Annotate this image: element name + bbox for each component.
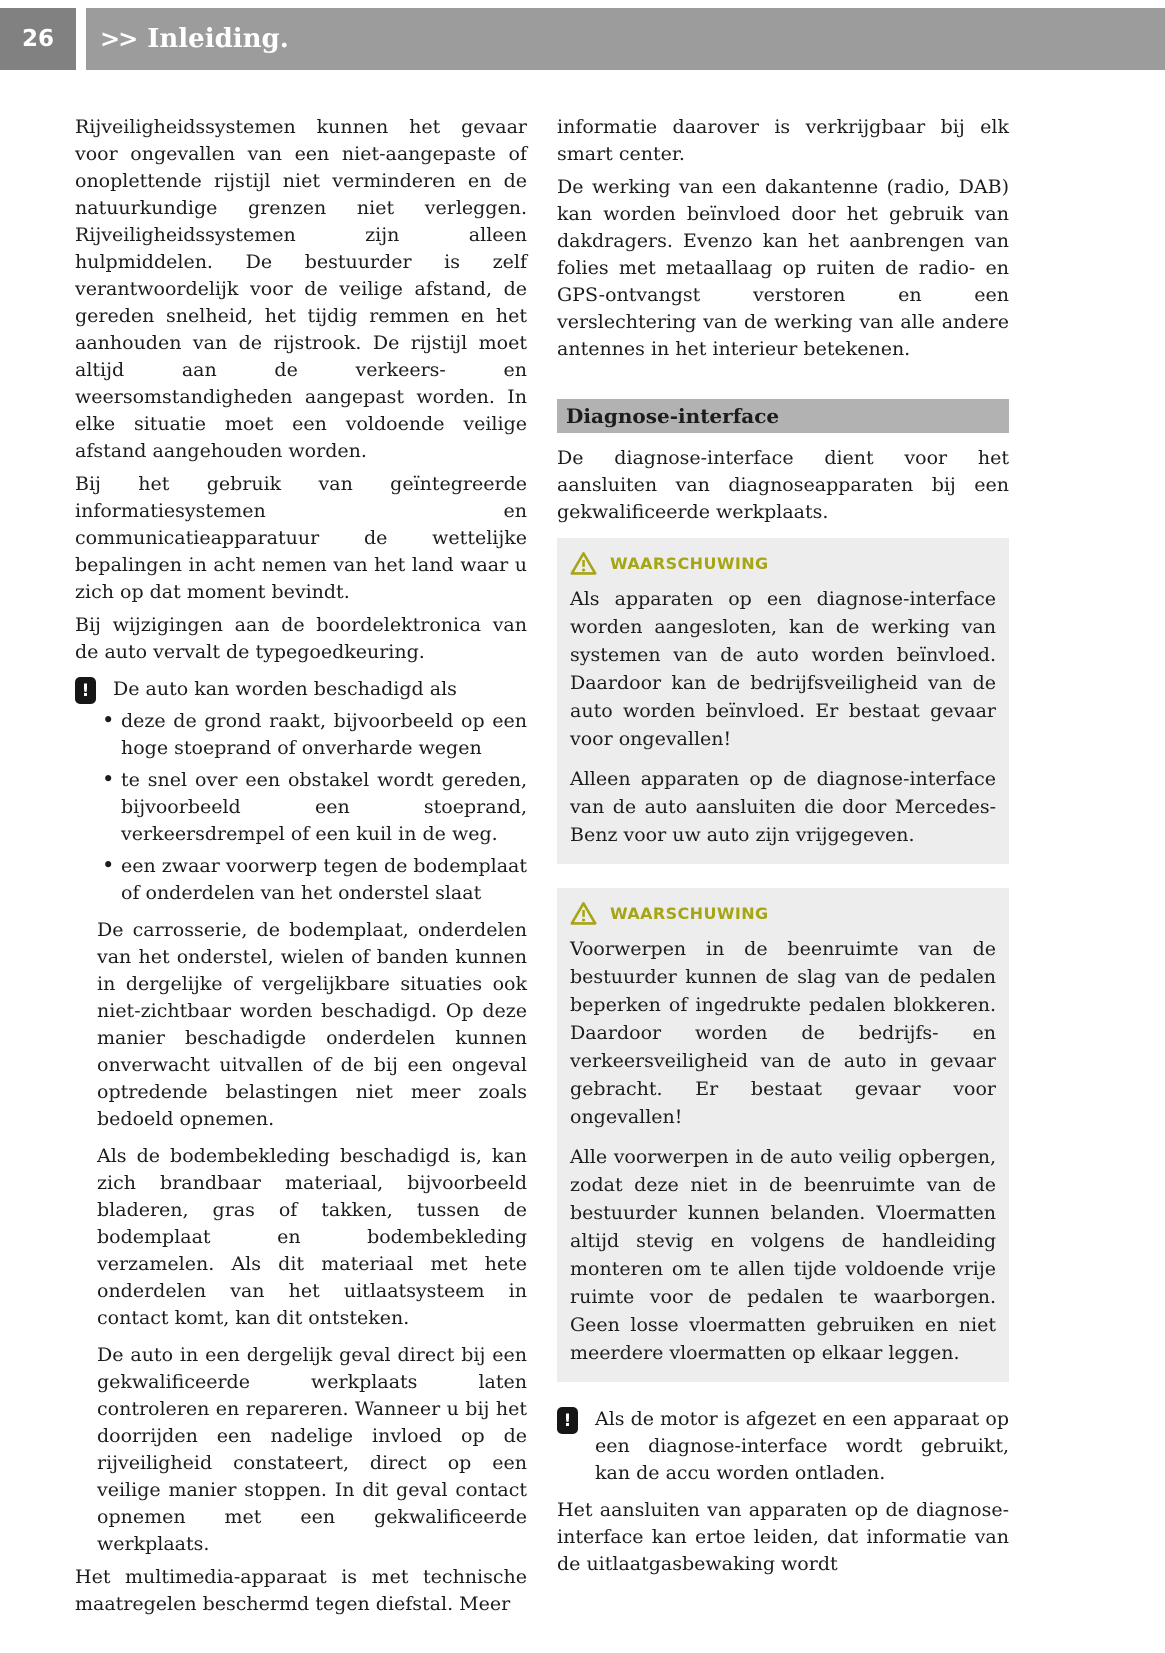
warning-paragraph: Alle voorwerpen in de auto veilig opbergen, zodat deze niet in de beenruimte van de bestuurder kunnen belanden. Vloermatten altijd stevig en volgens de handleiding monteren om te allen tijde voldoende vrije ruimte voor de pedalen te waarborgen. Geen losse vloermatten gebruiken en niet meerdere vloermatten op elkaar leggen.	[570, 1146, 996, 1364]
warning-triangle-icon	[570, 551, 597, 576]
paragraph: De auto in een dergelijk geval direct bij een gekwalificeerde werkplaats laten controleren en repareren. Wanneer u bij het doorrijden een nadelige invloed op de rijveiligheid constateert, direct op een veilige manier stoppen. In dit geval contact opnemen met een gekwalificeerde werkplaats.	[97, 1344, 527, 1555]
section-heading-diagnose-interface: Diagnose-interface	[557, 399, 1009, 433]
content	[0, 114, 1165, 1624]
paragraph: Als de bodembekleding beschadigd is, kan zich brandbaar materiaal, bijvoorbeeld bladeren, gras of takken, tussen de bodemplaat en bodembekleding verzamelen. Als dit materiaal met hete onderdelen van het uitlaatsysteem in contact komt, kan dit ontsteken.	[97, 1145, 527, 1329]
paragraph: De werking van een dakantenne (radio, DAB) kan worden beïnvloed door het gebruik van dakdragers. Evenzo kan het aanbrengen van folies met metaallaag op ruiten de radio- en GPS-ontvangst verstoren en een verslechtering van de werking van alle andere antennes in het interieur betekenen.	[557, 176, 1009, 360]
paragraph: Rijveiligheidssystemen kunnen het gevaar voor ongevallen van een niet-aangepaste of onoplettende rijstijl niet verminderen en de natuurkundige grenzen niet verleggen. Rijveiligheidssystemen zijn alleen hulpmiddelen. De bestuurder is zelf verantwoordelijk voor de veilige afstand, de gereden snelheid, het tijdig remmen en het aanhouden van de rijstrook. De rijstijl moet altijd aan de verkeers- en weersomstandigheden aangepast worden. In elke situatie moet een voldoende veilige afstand aangehouden worden.	[75, 116, 527, 462]
right-column	[557, 114, 1009, 1624]
note-text: Als de motor is afgezet en een apparaat op een diagnose-interface wordt gebruikt, kan de accu worden ontladen.	[595, 1408, 1009, 1484]
damage-note	[75, 676, 527, 1558]
note-text: De auto kan worden beschadigd als	[113, 678, 457, 700]
warning-box	[557, 888, 1009, 1382]
note-row	[75, 676, 527, 704]
paragraph: Het multimedia-apparaat is met technische maatregelen beschermd tegen diefstal. Meer	[75, 1566, 527, 1615]
double-chevron-icon: >>	[100, 23, 137, 53]
left-column	[75, 114, 527, 1624]
warning-paragraph: Als apparaten op een diagnose-interface worden aangesloten, kan de werking van systemen van de auto worden beïnvloed. Daardoor kan de bedrijfsveiligheid van de auto worden beïnvloed. Er bestaat gevaar voor ongevallen!	[570, 588, 996, 750]
warning-header	[570, 551, 996, 576]
bullet-item: • deze de grond raakt, bijvoorbeeld op een hoge stoeprand of onverharde wegen	[100, 708, 527, 762]
page-number: 26	[0, 8, 76, 70]
warning-paragraph: Alleen apparaten op de diagnose-interface van de auto aansluiten die door Mercedes-Benz voor uw auto zijn vrijgegeven.	[570, 768, 996, 846]
warning-triangle-icon	[570, 901, 597, 926]
bullet-list	[100, 708, 527, 907]
paragraph: De diagnose-interface dient voor het aansluiten van diagnoseapparaten bij een gekwalificeerde werkplaats.	[557, 447, 1009, 523]
warning-header	[570, 901, 996, 926]
paragraph: De carrosserie, de bodemplaat, onderdelen van het onderstel, wielen of banden kunnen in dergelijke of vergelijkbare situaties ook niet-zichtbaar worden beschadigd. Op deze manier beschadigde onderdelen kunnen onverwacht uitvallen of de bij een ongeval optredende belastingen niet meer zoals bedoeld opnemen.	[97, 919, 527, 1130]
paragraph: Bij het gebruik van geïntegreerde informatiesystemen en communicatieapparatuur de wettelijke bepalingen in acht nemen van het land waar u zich op dat moment bevindt.	[75, 473, 527, 603]
paragraph: Bij wijzigingen aan de boordelektronica van de auto vervalt de typegoedkeuring.	[75, 614, 527, 663]
battery-note	[557, 1406, 1009, 1487]
paragraph: Het aansluiten van apparaten op de diagnose-interface kan ertoe leiden, dat informatie van de uitlaatgasbewaking wordt	[557, 1499, 1009, 1575]
exclamation-note-icon: !	[75, 677, 96, 704]
exclamation-note-icon: !	[557, 1407, 578, 1434]
warning-label: WAARSCHUWING	[610, 554, 769, 573]
paragraph: informatie daarover is verkrijgbaar bij elk smart center.	[557, 116, 1009, 165]
warning-label: WAARSCHUWING	[610, 904, 769, 923]
bullet-item: • te snel over een obstakel wordt gereden, bijvoorbeeld een stoeprand, verkeersdrempel of een kuil in de weg.	[100, 767, 527, 848]
warning-paragraph: Voorwerpen in de beenruimte van de bestuurder kunnen de slag van de pedalen beperken of ingedrukte pedalen blokkeren. Daardoor worden de bedrijfs- en verkeersveiligheid van de auto in gevaar gebracht. Er bestaat gevaar voor ongevallen!	[570, 938, 996, 1128]
bullet-item: • een zwaar voorwerp tegen de bodemplaat of onderdelen van het onderstel slaat	[100, 853, 527, 907]
page-title: Inleiding.	[147, 24, 289, 54]
page-header	[0, 8, 1165, 70]
header-bar	[86, 8, 1165, 70]
warning-box	[557, 538, 1009, 864]
